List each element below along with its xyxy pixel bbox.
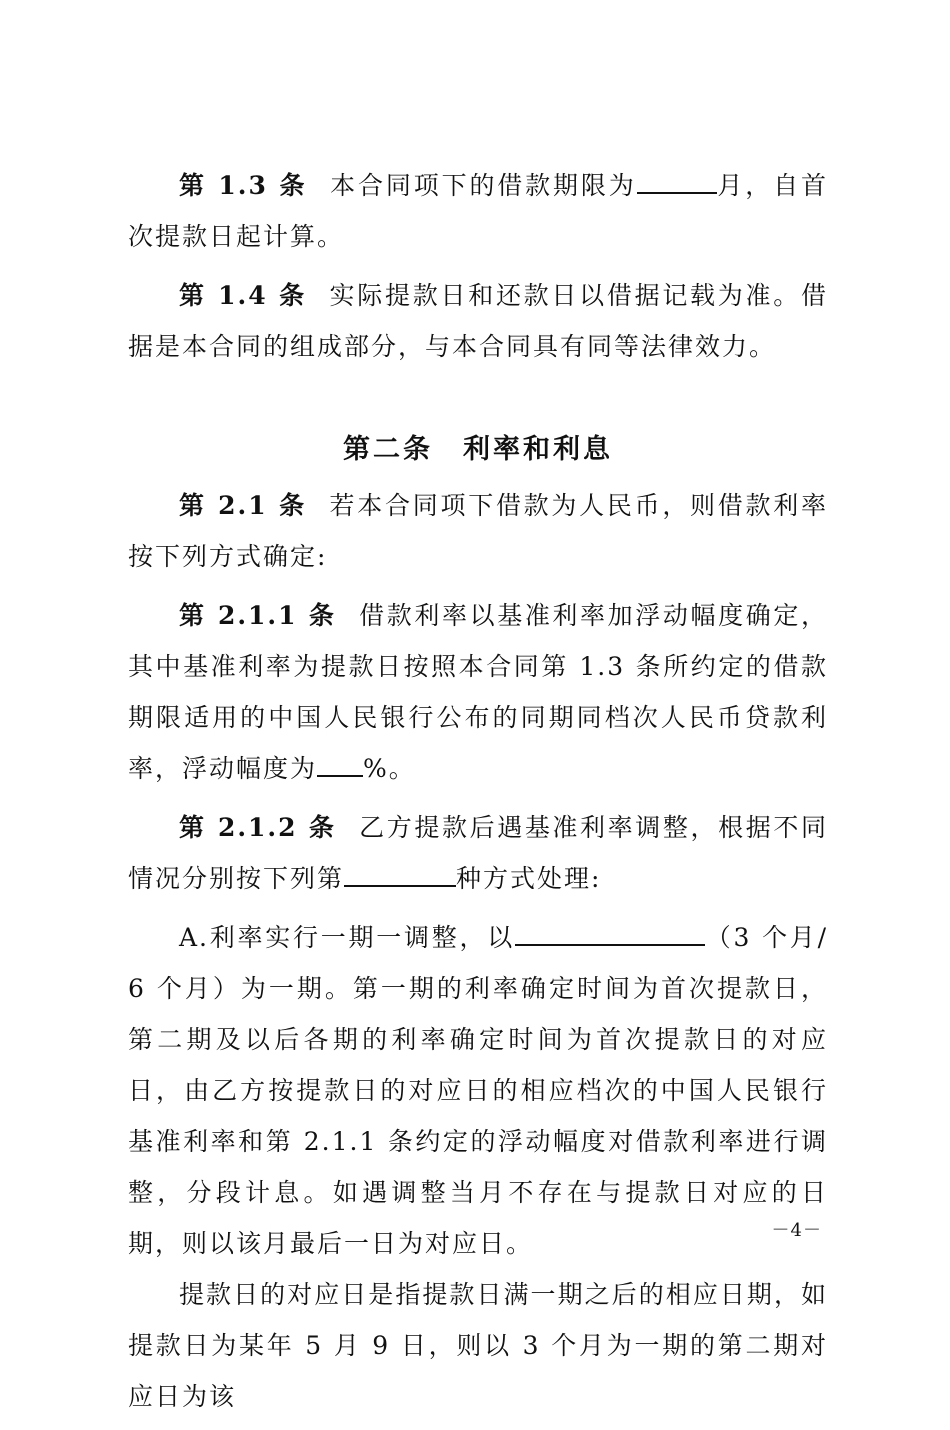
clause-1-3 [128,160,828,262]
document-page [128,160,828,1430]
clause-1-3-label: 第 1.3 条 [179,171,308,200]
clause-2-1-1-text-before: 借款利率以基准利率加浮动幅度确定，其中基准利率为提款日按照本合同第 1.3 条所约定的借款期限适用的中国人民银行公布的同期同档次人民币贷款利率，浮动幅度为 [128,601,828,783]
page-number: －4－ [771,1220,822,1241]
clause-2-1-2 [128,802,828,904]
clause-2-1-1 [128,590,828,794]
clause-1-3-text-before: 本合同项下的借款期限为 [329,171,637,200]
option-a-text-before: A.利率实行一期一调整，以 [179,923,515,952]
method-choice-blank[interactable] [344,859,456,887]
clause-2-1-text: 若本合同项下借款为人民币，则借款利率按下列方式确定: [128,491,828,571]
option-a-text-after: （3 个月/6 个月）为一期。第一期的利率确定时间为首次提款日，第二期及以后各期的利率确定时间为首次提款日的对应日，由乙方按提款日的对应日的相应档次的中国人民银行基准利率和第 2.1.1 条约定的浮动幅度对借款利率进行调整，分段计息。如遇调整当月不存在与提款日对应的日期，则以该月最后一日为对应日。 [128,923,828,1258]
section-heading: 第二条 利率和利息 [343,434,613,465]
note-text: 提款日的对应日是指提款日满一期之后的相应日期，如提款日为某年 5 月 9 日，则以 3 个月为一期的第二期对应日为该 [128,1280,828,1411]
float-rate-blank[interactable] [317,749,363,777]
option-a [128,912,828,1269]
clause-1-3-text-after: 月，自首次提款日起计算。 [128,171,828,251]
clause-1-4 [128,270,828,372]
clause-1-4-text: 实际提款日和还款日以借据记载为准。借据是本合同的组成部分，与本合同具有同等法律效力。 [128,281,828,361]
clause-2-1-2-text-after: 种方式处理: [456,864,602,893]
clause-2-1-1-text-after: %。 [363,754,416,783]
clause-2-1-2-text-before: 乙方提款后遇基准利率调整，根据不同情况分别按下列第 [128,813,828,893]
clause-2-1-2-label: 第 2.1.2 条 [179,813,337,842]
clause-2-1-1-label: 第 2.1.1 条 [179,601,337,630]
period-blank[interactable] [515,918,705,946]
clause-2-1 [128,480,828,582]
clause-2-1-label: 第 2.1 条 [179,491,307,520]
clause-1-4-label: 第 1.4 条 [179,281,307,310]
loan-term-blank[interactable] [637,166,717,194]
note-paragraph [128,1269,828,1422]
